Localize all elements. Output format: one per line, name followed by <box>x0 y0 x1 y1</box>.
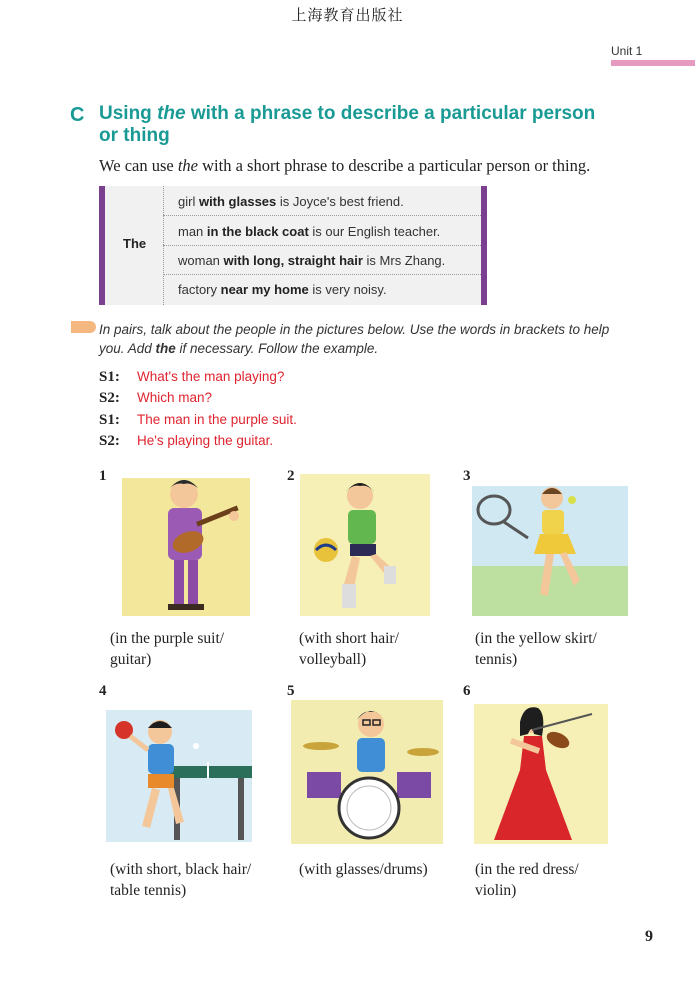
picture-number: 4 <box>99 683 107 699</box>
unit-bar <box>611 60 695 66</box>
grammar-row: man in the black coat is our English teacher. <box>178 224 441 239</box>
violinist-illustration <box>472 700 610 848</box>
grammar-row: girl with glasses is Joyce's best friend. <box>178 194 404 209</box>
picture-number: 2 <box>287 468 295 484</box>
grammar-row: woman with long, straight hair is Mrs Zhang. <box>178 253 446 268</box>
unit-label: Unit 1 <box>611 44 643 58</box>
grammar-row: factory near my home is very noisy. <box>178 282 387 297</box>
picture-number: 3 <box>463 468 471 484</box>
task-instructions: In pairs, talk about the people in the pictures below. Use the words in brackets to help you. Add the if necessary. Follow the example. <box>99 322 610 356</box>
picture-caption: (in the purple suit/ guitar) <box>110 630 225 668</box>
picture-number: 6 <box>463 683 471 699</box>
guitarist-illustration <box>118 466 253 622</box>
page-number: 9 <box>645 928 653 945</box>
dialogue-line: S2: Which man? <box>99 390 213 406</box>
dialogue-line: S1: The man in the purple suit. <box>99 412 297 428</box>
dialogue-line: S1: What's the man playing? <box>99 369 285 385</box>
picture-caption: (with short, black hair/ table tennis) <box>110 861 252 899</box>
picture-caption: (in the yellow skirt/ tennis) <box>475 630 597 668</box>
picture-caption: (in the red dress/ violin) <box>475 861 579 899</box>
table-tennis-player-illustration <box>104 706 254 846</box>
section-title-em: the <box>157 103 186 124</box>
grammar-table-head: The <box>123 236 147 251</box>
section-title: Using the with a phrase to describe a particular person or thing <box>99 103 596 146</box>
picture-number: 1 <box>99 468 107 484</box>
drummer-illustration <box>289 696 445 848</box>
tennis-player-illustration <box>470 480 630 620</box>
dialogue-line: S2: He's playing the guitar. <box>99 433 274 449</box>
picture-caption: (with short hair/ volleyball) <box>299 630 399 668</box>
section-letter: C <box>70 104 85 126</box>
picture-caption: (with glasses/drums) <box>299 861 428 878</box>
publisher-header: 上海教育出版社 <box>291 8 404 24</box>
picture-number: 5 <box>287 683 295 699</box>
volleyball-player-illustration <box>296 466 434 622</box>
section-intro: We can use the with a short phrase to describe a particular person or thing. <box>99 156 591 175</box>
grammar-table <box>99 186 487 305</box>
task-marker-tab <box>71 321 96 333</box>
